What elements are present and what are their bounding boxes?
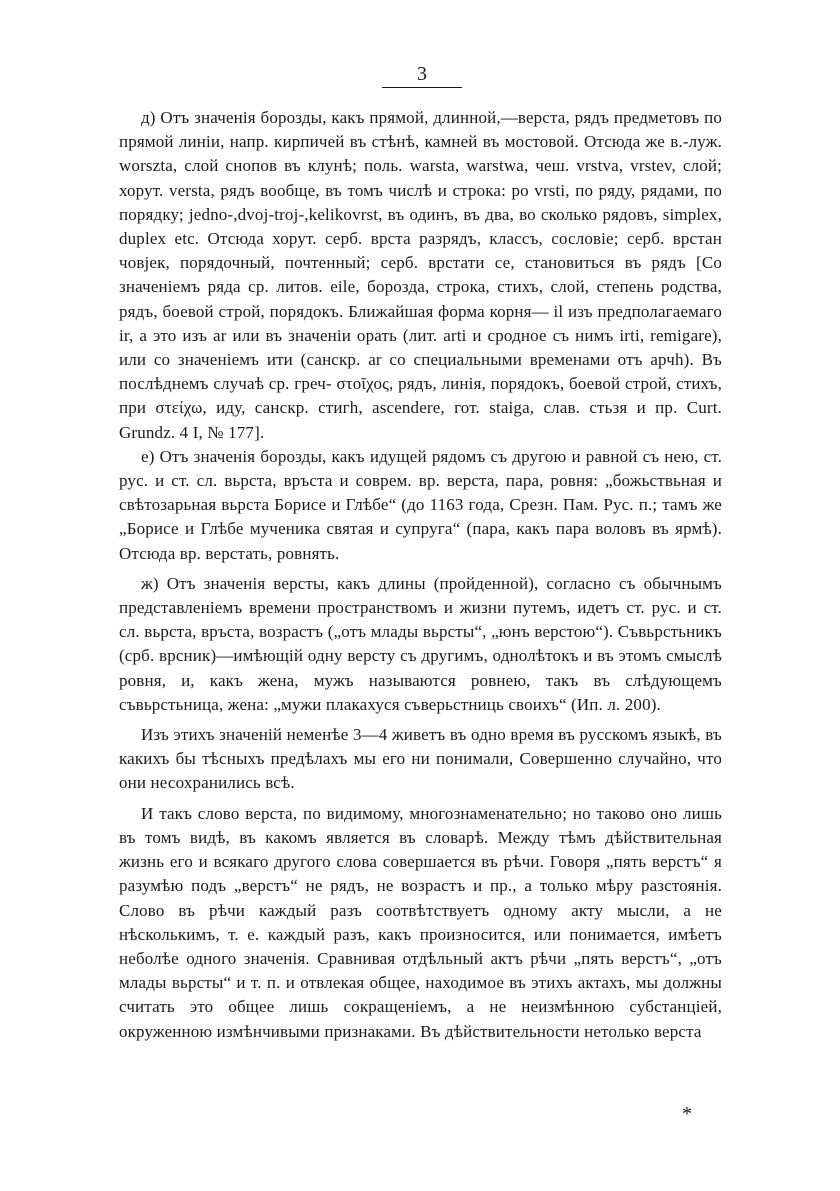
paragraph-e: е) Отъ значенія борозды, какъ идущей рядомъ съ другою и равной съ нею, ст. рус. и ст. сл. вьрста, връста и соврем. вр. верста, пара, ровня: „божьствьная и свѣтозарьная вьрста Борисе и Глѣбе“ (до 1163 года, Срезн. Пам. Рус. п.; тамъ же „Борисе и Глѣбе мученика святая и супруга“ (пара, какъ пара воловъ въ ярмѣ). Отсюда вр. верстать, ровнять. [119, 446, 722, 563]
paragraph-zh: ж) Отъ значенія версты, какъ длины (пройденной), согласно съ обычнымъ представленіемъ времени пространствомъ и жизни путемъ, идетъ ст. рус. и ст. сл. вьрста, връста, возрастъ („отъ млады вьрсты“, „юнъ верстою“). Съвьрстьникъ (срб. врсник)—имѣющій одну версту съ другимъ, однолѣтокъ и въ этомъ смыслѣ ровня, и, какъ жена, мужъ называются ровнею, такъ въ слѣдующемъ съвьрстьница, жена: „мужи плакахуся съверьстниць своихъ“ (Ип. л. 200). [119, 573, 722, 714]
footer-signature-mark: * [682, 1103, 692, 1125]
page-number: 3 [417, 63, 427, 85]
paragraph-conclusion: И такъ слово верста, по видимому, многознаменательно; но таково оно лишь въ томъ видѣ, въ какомъ является въ словарѣ. Между тѣмъ дѣйствительная жизнь его и всякаго другого слова совершается въ рѣчи. Говоря „пять верстъ“ я разумѣю подъ „верстъ“ не рядъ, не возрастъ и пр., а только мѣру разстоянія. Слово въ рѣчи каждый разъ соотвѣтствуетъ одному акту мысли, а не нѣсколькимъ, т. е. каждый разъ, какъ произносится, или понимается, имѣетъ неболѣе одного значенія. Сравнивая отдѣльный актъ рѣчи „пять верстъ“, „отъ млады вьрсты“ и т. п. и отвлекая общее, находимое въ этихъ актахъ, мы должны считать это общее лишь сокращеніемъ, а не неизмѣнною субстанціей, окруженною измѣнчивыми признаками. Въ дѣйствительности нетолько верста [119, 803, 722, 1041]
page-body [119, 106, 722, 1044]
paragraph-meanings: Изъ этихъ значеній неменѣе 3—4 живетъ въ одно время въ русскомъ языкѣ, въ какихъ бы тѣсныхъ предѣлахъ мы его ни понимали, Совершенно случайно, что они несохранились всѣ. [119, 725, 722, 793]
page-number-rule [382, 87, 462, 88]
paragraph-d: д) Отъ значенія борозды, какъ прямой, длинной,—верста, рядъ предметовъ по прямой линіи, напр. кирпичей въ стѣнѣ, камней въ мостовой. Отсюда же в.-луж. worszta, слой снопов въ клунѣ; поль. warsta, warstwa, чеш. vrstva, vrstev, слой; хорут. versta, рядъ вообще, въ томъ числѣ и строка: po vrsti, по ряду, рядами, по порядку; jedno-,dvoj-troj-,kelikovrst, въ одинъ, въ два, во сколько рядовъ, simplex, duplex etc. Отсюда хорут. серб. врста разрядъ, классъ, сословіе; серб. врстан човјек, порядочный, почтенный; серб. врстати се, становиться въ рядъ [Со значеніемъ ряда ср. литов. eile, борозда, строка, стихъ, слой, степень родства, рядъ, боевой строй, порядокъ. Ближайшая форма корня— il изъ предполагаемаго ir, а это изъ ar или въ значеніи орать (лит. arti и сродное съ нимъ irti, remigare), или со значеніемъ ити (санскр. ar со специальными временами отъ арчһ). Въ послѣднемъ случаѣ ср. греч- στοῖχος, рядъ, линія, порядокъ, боевой строй, стихъ, при στείχω, иду, санскр. стигһ, ascendere, гот. staiga, слав. стьзя и пр. Curt. Grundz. 4 I, № 177]. [119, 108, 722, 442]
